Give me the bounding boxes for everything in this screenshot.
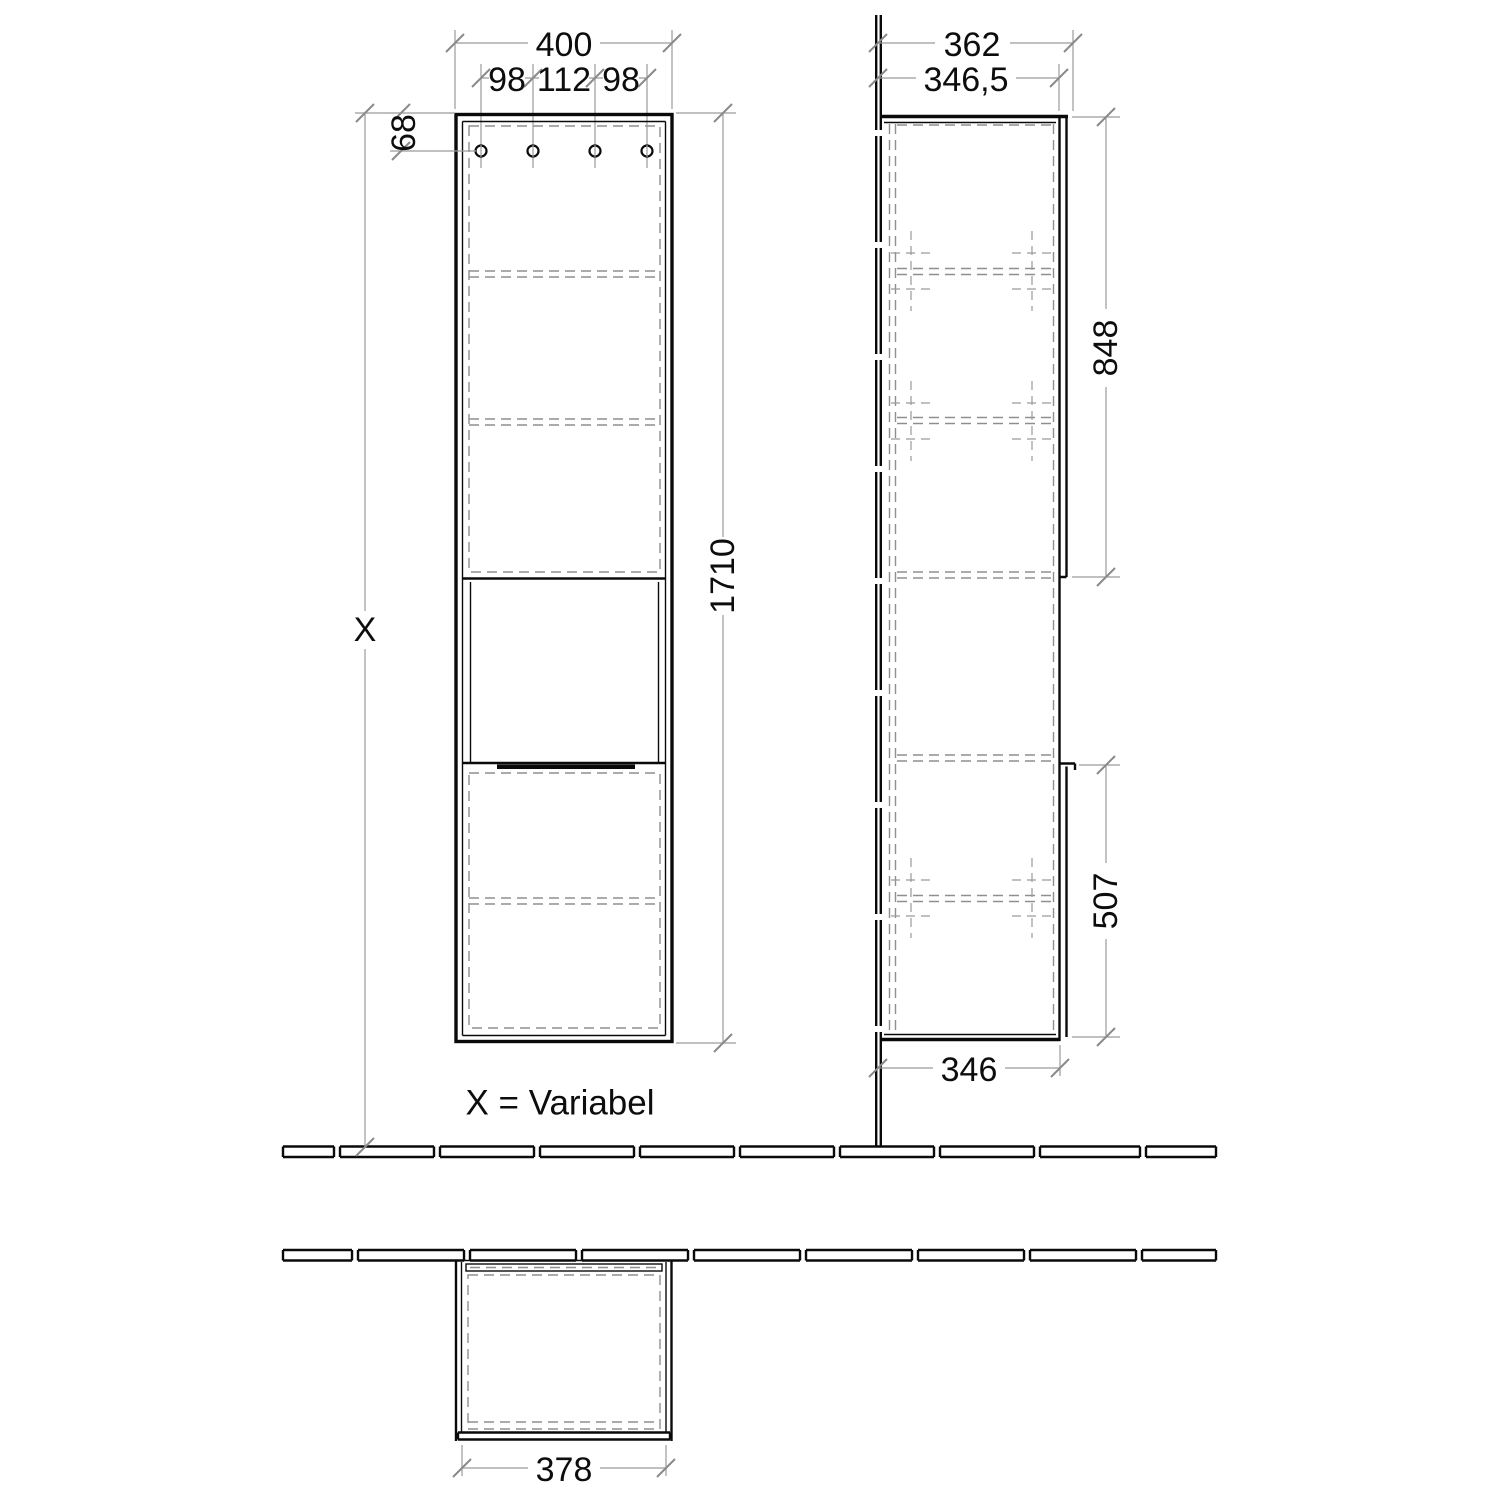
dim-label-x: X — [353, 611, 377, 649]
front-view — [456, 64, 672, 1042]
top-view — [456, 1260, 672, 1441]
front-open-compartment — [463, 579, 665, 763]
dim-label-68: 68 — [385, 114, 423, 152]
shelf-pin-markers — [891, 231, 1052, 938]
side-wall-line — [876, 15, 881, 1146]
dim-side-bottom-depth-346 — [869, 1045, 1069, 1089]
dim-label-400: 400 — [535, 26, 593, 64]
dim-label-98-left: 98 — [488, 61, 526, 99]
dim-label-362: 362 — [943, 26, 1001, 64]
dim-front-hole-offset-68 — [355, 104, 476, 160]
caption-x-variabel: X = Variabel — [465, 1083, 655, 1123]
dim-front-height-1710 — [676, 104, 742, 1052]
side-view — [876, 15, 1075, 1146]
dim-label-848: 848 — [1087, 319, 1125, 377]
floor-band-upper — [283, 1147, 1216, 1158]
side-lower-door — [1059, 764, 1075, 1038]
dim-label-346-5: 346,5 — [923, 61, 1009, 99]
dim-front-hole-spacing — [472, 61, 656, 99]
front-upper-door-hidden-outline — [469, 126, 660, 572]
side-carcass — [882, 115, 1068, 1041]
dim-front-variable-height-x — [354, 104, 377, 1156]
dim-side-upper-door-848 — [1072, 108, 1125, 586]
dim-top-door-width-378 — [453, 1445, 675, 1489]
mounting-holes — [476, 145, 653, 157]
dim-side-body-depth-346-5 — [869, 61, 1068, 111]
dim-label-507: 507 — [1087, 872, 1125, 930]
dim-label-112: 112 — [536, 61, 592, 99]
dim-label-346: 346 — [940, 1051, 998, 1089]
floor-band-lower — [283, 1250, 1216, 1261]
front-lower-door-grip — [463, 764, 665, 770]
front-lower-door-hidden-outline — [469, 773, 660, 1028]
side-hidden-lines — [890, 124, 1054, 1033]
dim-label-378: 378 — [535, 1451, 593, 1489]
dim-side-lower-door-507 — [1072, 756, 1125, 1046]
dim-label-1710: 1710 — [704, 538, 742, 614]
dim-label-98-right: 98 — [602, 61, 640, 99]
